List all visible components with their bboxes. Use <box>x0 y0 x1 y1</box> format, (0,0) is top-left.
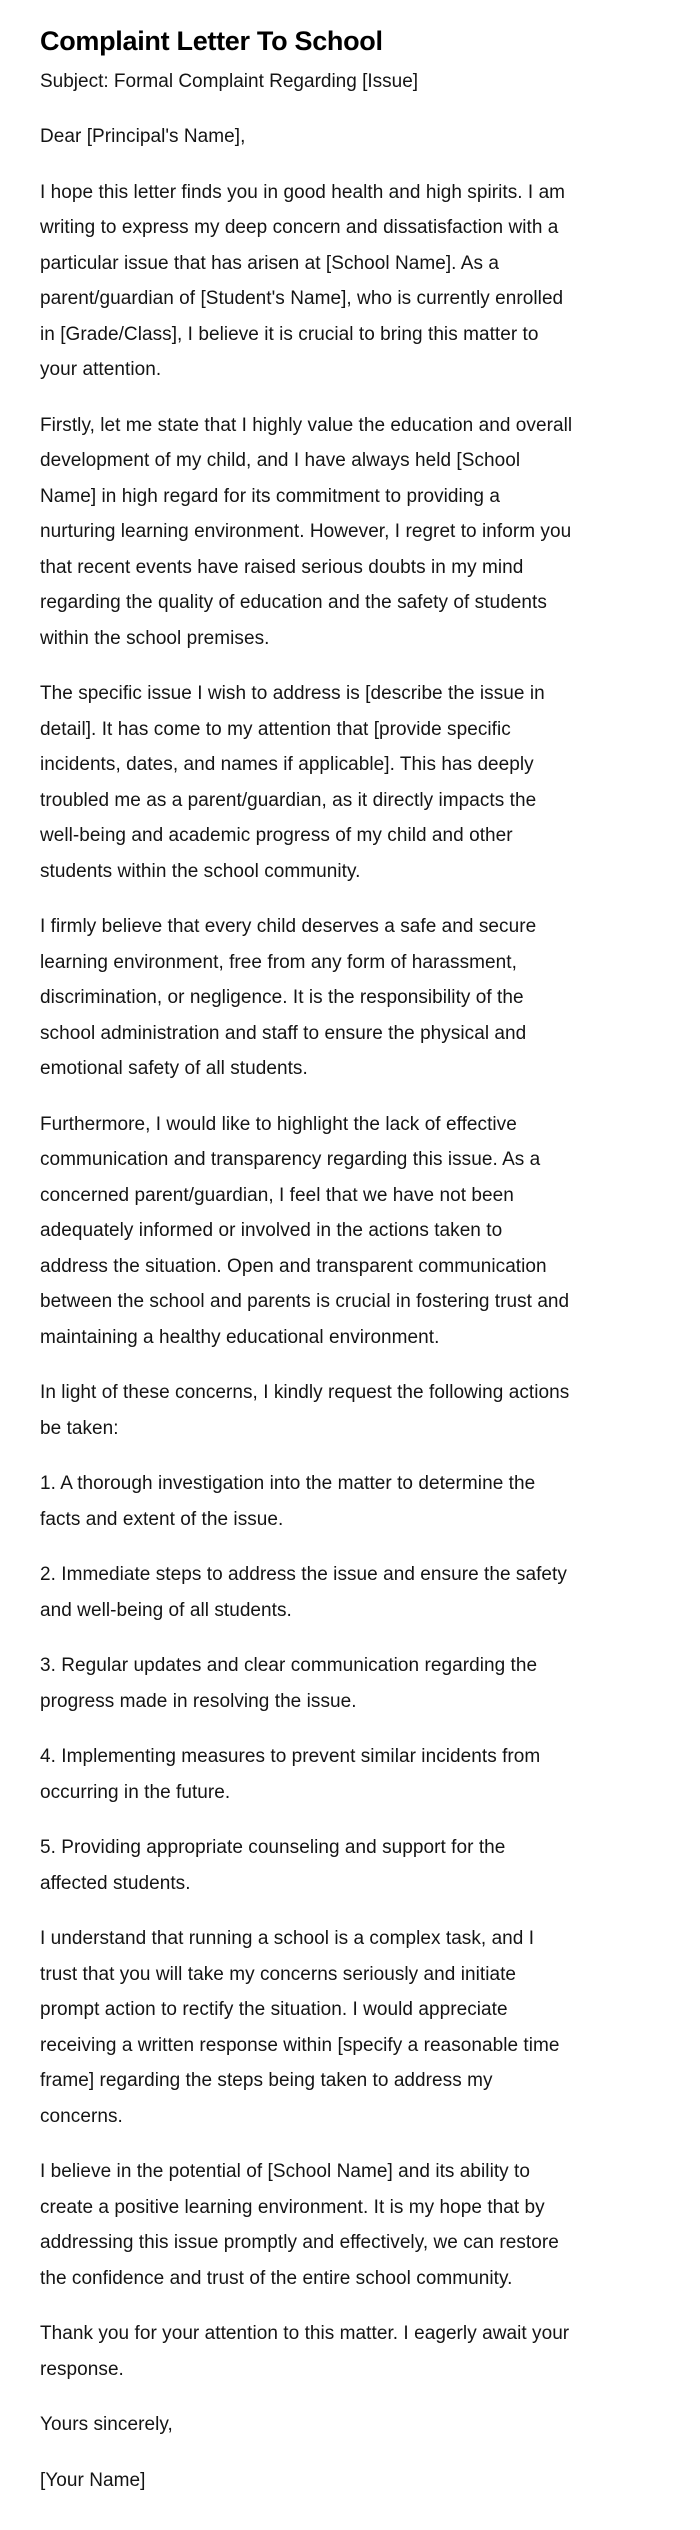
paragraph-line: learning environment, free from any form of harassment, <box>40 951 517 973</box>
request-line: progress made in resolving the issue. <box>40 1690 357 1712</box>
paragraph-line: maintaining a healthy educational environment. <box>40 1326 440 1348</box>
paragraph-line: writing to express my deep concern and dissatisfaction with a <box>40 217 559 238</box>
paragraph-line: in [Grade/Class], I believe it is crucial to bring this matter to <box>40 323 539 345</box>
closing-paragraphs <box>40 1921 670 2387</box>
request-line: 1. A thorough investigation into the matter to determine the <box>40 1473 536 1494</box>
paragraph-line: Furthermore, I would like to highlight the lack of effective <box>40 1113 517 1135</box>
paragraph-line: well-being and academic progress of my child and other <box>40 825 513 846</box>
paragraph-line: I firmly believe that every child deserves a safe and secure <box>40 916 537 937</box>
request-item-4 <box>40 1739 670 1810</box>
paragraph-line: adequately informed or involved in the actions taken to <box>40 1220 503 1241</box>
paragraph-line: incidents, dates, and names if applicable]. This has deeply <box>40 754 534 775</box>
request-list <box>40 1466 670 1901</box>
letter-salutation <box>40 119 670 155</box>
paragraph-request-intro <box>40 1375 670 1446</box>
paragraph-line: school administration and staff to ensure the physical and <box>40 1022 527 1044</box>
request-line: occurring in the future. <box>40 1781 231 1803</box>
paragraph-line: trust that you will take my concerns seriously and initiate <box>40 1963 517 1985</box>
request-line: 4. Implementing measures to prevent similar incidents from <box>40 1746 541 1767</box>
paragraph-line: nurturing learning environment. However, I regret to inform you <box>40 521 572 542</box>
paragraph-line: receiving a written response within [specify a reasonable time <box>40 2034 560 2056</box>
paragraph-line: development of my child, and I have always held [School <box>40 450 521 471</box>
body-paragraphs <box>40 175 670 1447</box>
paragraph-line: emotional safety of all students. <box>40 1058 308 1079</box>
paragraph-line: between the school and parents is crucial in fostering trust and <box>40 1291 570 1312</box>
paragraph-line: address the situation. Open and transparent communication <box>40 1255 547 1277</box>
request-line: 5. Providing appropriate counseling and support for the <box>40 1837 506 1858</box>
paragraph-line: Thank you for your attention to this matter. I eagerly await your <box>40 2323 570 2344</box>
paragraph-specific-issue <box>40 676 670 889</box>
request-item-3 <box>40 1648 670 1719</box>
paragraph-line: students within the school community. <box>40 860 361 882</box>
paragraph-line: communication and transparency regarding this issue. As a <box>40 1149 541 1170</box>
request-line: 2. Immediate steps to address the issue and ensure the safety <box>40 1564 567 1585</box>
paragraph-line: detail]. It has come to my attention that [provide specific <box>40 718 511 740</box>
paragraph-safe-environment <box>40 909 670 1087</box>
paragraph-understand <box>40 1921 670 2134</box>
paragraph-line: In light of these concerns, I kindly request the following actions <box>40 1382 570 1403</box>
letter-page <box>40 0 670 2498</box>
paragraph-line: create a positive learning environment. It is my hope that by <box>40 2196 545 2218</box>
paragraph-line: concerned parent/guardian, I feel that we have not been <box>40 1184 514 1206</box>
request-item-1 <box>40 1466 670 1537</box>
paragraph-firstly <box>40 408 670 657</box>
paragraph-line: regarding the quality of education and the safety of students <box>40 592 547 613</box>
paragraph-line: that recent events have raised serious doubts in my mind <box>40 556 524 578</box>
paragraph-intro <box>40 175 670 388</box>
paragraph-line: particular issue that has arisen at [School Name]. As a <box>40 252 499 274</box>
paragraph-line: parent/guardian of [Student's Name], who is currently enrolled <box>40 288 564 309</box>
paragraph-line: your attention. <box>40 359 162 380</box>
page-title: Complaint Letter To School <box>40 26 383 56</box>
request-item-5 <box>40 1830 670 1901</box>
letter-subject: Subject: Formal Complaint Regarding [Issue] <box>40 71 419 92</box>
paragraph-line: frame] regarding the steps being taken to address my <box>40 2070 493 2091</box>
paragraph-line: I believe in the potential of [School Name] and its ability to <box>40 2161 530 2182</box>
paragraph-line: The specific issue I wish to address is [describe the issue in <box>40 683 545 704</box>
paragraph-line: prompt action to rectify the situation. I would appreciate <box>40 1999 508 2020</box>
paragraph-line: the confidence and trust of the entire school community. <box>40 2267 513 2289</box>
paragraph-line: concerns. <box>40 2105 123 2127</box>
salutation-line: Dear [Principal's Name], <box>40 126 246 147</box>
paragraph-thank-you <box>40 2316 670 2387</box>
paragraph-line: response. <box>40 2358 124 2380</box>
paragraph-line: Name] in high regard for its commitment to providing a <box>40 485 500 507</box>
paragraph-communication <box>40 1107 670 1356</box>
paragraph-line: addressing this issue promptly and effectively, we can restore <box>40 2232 559 2253</box>
signature-line: [Your Name] <box>40 2469 146 2491</box>
paragraph-line: I hope this letter finds you in good health and high spirits. I am <box>40 181 566 203</box>
request-line: facts and extent of the issue. <box>40 1508 284 1530</box>
paragraph-line: be taken: <box>40 1417 119 1439</box>
paragraph-line: Firstly, let me state that I highly value the education and overall <box>40 414 573 436</box>
letter-sign-off <box>40 2407 670 2443</box>
sign-off-line: Yours sincerely, <box>40 2414 173 2435</box>
request-line: affected students. <box>40 1872 191 1894</box>
paragraph-line: within the school premises. <box>40 627 270 649</box>
paragraph-line: discrimination, or negligence. It is the responsibility of the <box>40 987 524 1008</box>
request-line: 3. Regular updates and clear communication regarding the <box>40 1655 538 1676</box>
letter-signature <box>40 2463 670 2499</box>
request-line: and well-being of all students. <box>40 1599 292 1621</box>
paragraph-line: I understand that running a school is a complex task, and I <box>40 1928 535 1949</box>
paragraph-believe <box>40 2154 670 2296</box>
request-item-2 <box>40 1557 670 1628</box>
paragraph-line: troubled me as a parent/guardian, as it directly impacts the <box>40 789 537 811</box>
